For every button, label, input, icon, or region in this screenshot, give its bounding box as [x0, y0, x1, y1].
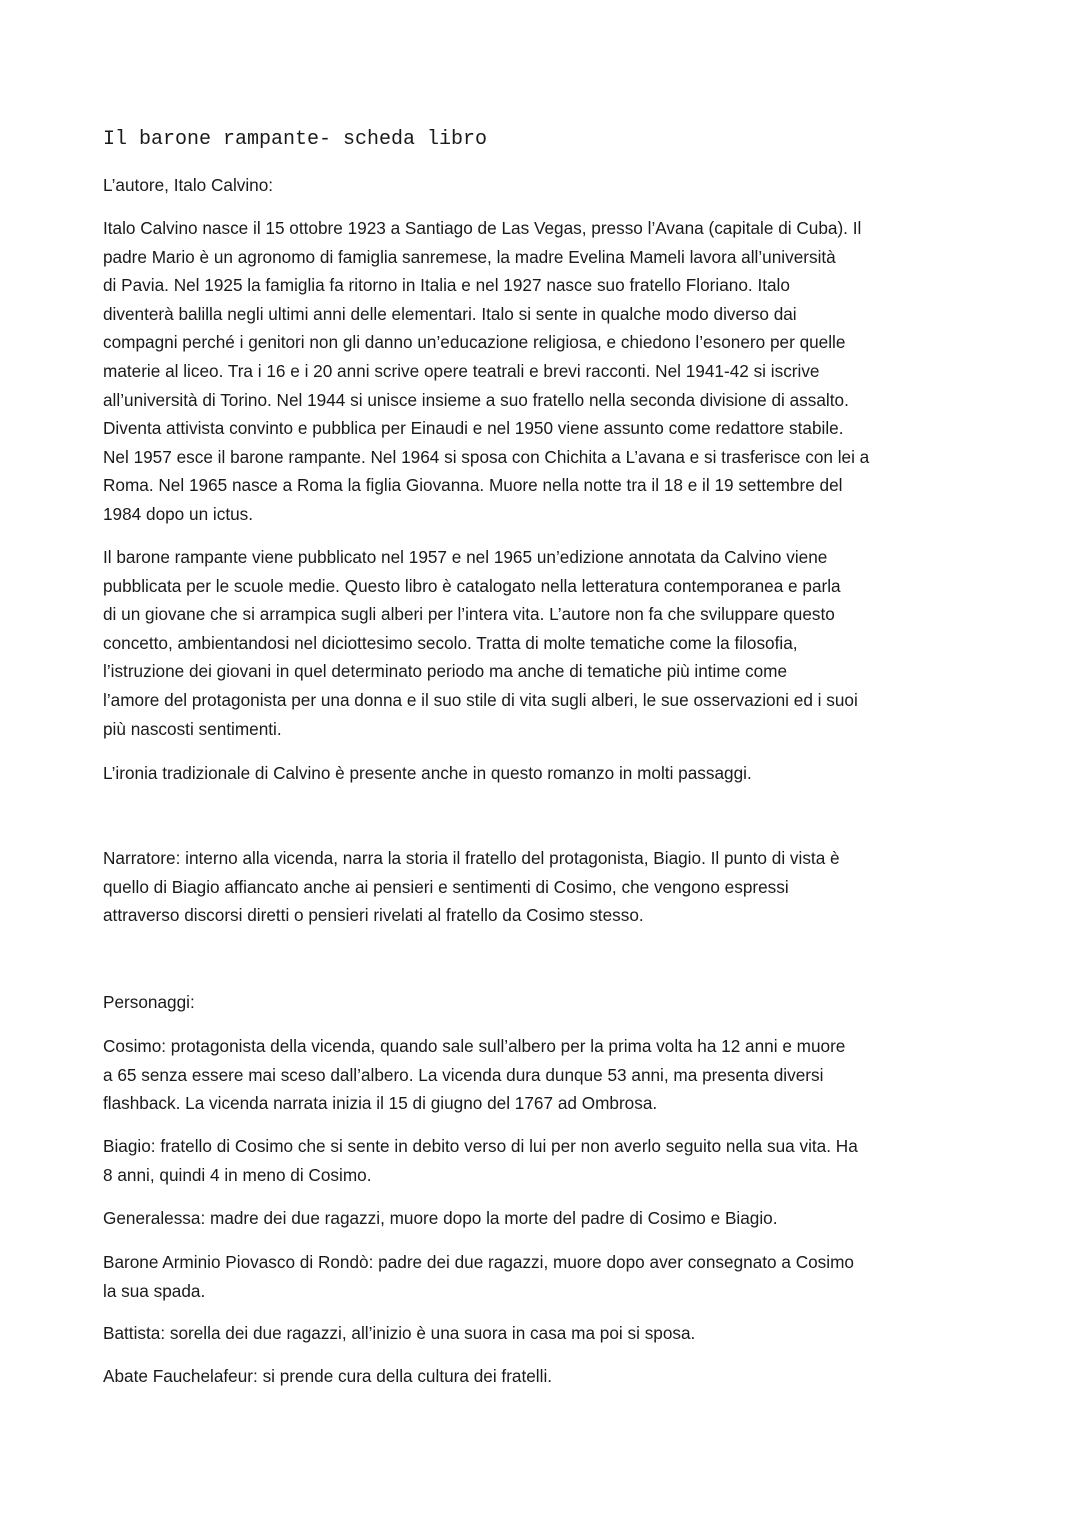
text-line: Roma. Nel 1965 nasce a Roma la figlia Giovanna. Muore nella notte tra il 18 e il 19 settembre del [103, 475, 843, 496]
text-line: concetto, ambientandosi nel diciottesimo secolo. Tratta di molte tematiche come la filosofia, [103, 632, 798, 653]
paragraph-cosimo [103, 1032, 845, 1118]
text-line: 1984 dopo un ictus. [103, 503, 254, 524]
document-title: Il barone rampante- scheda libro [103, 128, 488, 151]
paragraph-irony [103, 759, 752, 788]
text-line: Battista: sorella dei due ragazzi, all’inizio è una suora in casa ma poi si sposa. [103, 1323, 696, 1343]
text-line: Italo Calvino nasce il 15 ottobre 1923 a Santiago de Las Vegas, presso l’Avana (capitale di Cuba). Il [103, 218, 862, 238]
text-line: L’autore, Italo Calvino: [103, 175, 274, 195]
text-line: quello di Biagio affiancato anche ai pensieri e sentimenti di Cosimo, che vengono espressi [103, 876, 789, 897]
text-line: Il barone rampante viene pubblicato nel 1957 e nel 1965 un’edizione annotata da Calvino viene [103, 547, 828, 567]
text-line: compagni perché i genitori non gli danno un’educazione religiosa, e chiedono l’esonero per quelle [103, 332, 846, 353]
paragraph-book-intro [103, 543, 858, 743]
text-line: 8 anni, quindi 4 in meno di Cosimo. [103, 1164, 372, 1185]
text-line: Generalessa: madre dei due ragazzi, muore dopo la morte del padre di Cosimo e Biagio. [103, 1208, 778, 1228]
text-line: Nel 1957 esce il barone rampante. Nel 1964 si sposa con Chichita a L’avana e si trasferisce con lei a [103, 446, 870, 467]
text-line: Diventa attivista convinto e pubblica per Einaudi e nel 1950 viene assunto come redattore stabile. [103, 418, 844, 439]
text-line: materie al liceo. Tra i 16 e i 20 anni scrive opere teatrali e brevi racconti. Nel 1941-42 si iscrive [103, 360, 820, 381]
text-line: Barone Arminio Piovasco di Rondò: padre dei due ragazzi, muore dopo aver consegnato a Cosimo [103, 1252, 854, 1272]
paragraph-battista [103, 1319, 695, 1348]
text-line: Abate Fauchelafeur: si prende cura della cultura dei fratelli. [103, 1366, 553, 1386]
text-line: l’amore del protagonista per una donna e il suo stile di vita sugli alberi, le sue osservazioni ed i suoi [103, 689, 858, 710]
paragraph-author-bio [103, 214, 869, 529]
text-line: a 65 senza essere mai sceso dall’albero. La vicenda dura dunque 53 anni, ma presenta diversi [103, 1064, 824, 1085]
text-line: la sua spada. [103, 1280, 206, 1301]
text-line: padre Mario è un agronomo di famiglia sanremese, la madre Evelina Mameli lavora all’università [103, 246, 836, 267]
text-line: Narratore: interno alla vicenda, narra la storia il fratello del protagonista, Biagio. Il punto di vista è [103, 848, 840, 868]
paragraph-characters-heading [103, 988, 195, 1017]
text-line: attraverso discorsi diretti o pensieri rivelati al fratello da Cosimo stesso. [103, 905, 644, 926]
text-line: di un giovane che si arrampica sugli alberi per l’intera vita. L’autore non fa che sviluppare questo [103, 604, 835, 625]
text-line: Personaggi: [103, 992, 195, 1012]
text-line: diventerà balilla negli ultimi anni delle elementari. Italo si sente in qualche modo diverso dai [103, 303, 797, 324]
text-line: L’ironia tradizionale di Calvino è presente anche in questo romanzo in molti passaggi. [103, 763, 752, 783]
text-line: Biagio: fratello di Cosimo che si sente in debito verso di lui per non averlo seguito nella sua vita. Ha [103, 1136, 858, 1156]
text-line: pubblicata per le scuole medie. Questo libro è catalogato nella letteratura contemporanea e parla [103, 575, 841, 596]
text-line: l’istruzione dei giovani in quel determinato periodo ma anche di tematiche più intime come [103, 661, 788, 682]
paragraph-narrator [103, 844, 840, 930]
paragraph-generalessa [103, 1204, 778, 1233]
paragraph-barone-arminio [103, 1248, 854, 1305]
text-line: più nascosti sentimenti. [103, 718, 282, 739]
text-line: flashback. La vicenda narrata inizia il 15 di giugno del 1767 ad Ombrosa. [103, 1093, 658, 1114]
text-line: di Pavia. Nel 1925 la famiglia fa ritorno in Italia e nel 1927 nasce suo fratello Floriano. Italo [103, 275, 790, 296]
text-line: all’università di Torino. Nel 1944 si unisce insieme a suo fratello nella seconda divisione di assalto. [103, 389, 849, 410]
text-line: Cosimo: protagonista della vicenda, quando sale sull’albero per la prima volta ha 12 anni e muore [103, 1036, 846, 1056]
paragraph-biagio [103, 1132, 858, 1189]
paragraph-author-heading [103, 171, 273, 200]
paragraph-abate [103, 1362, 552, 1391]
